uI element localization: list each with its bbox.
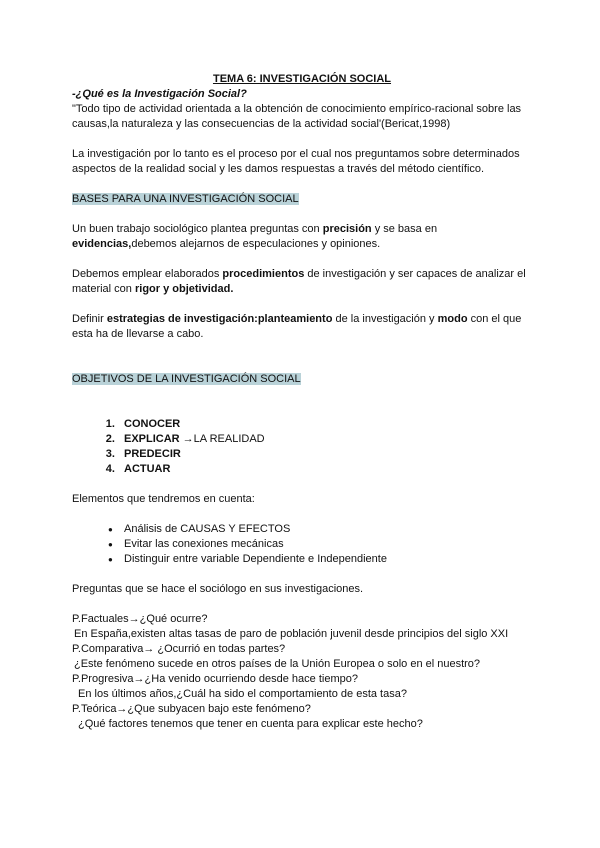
elements-list [72,522,532,567]
bases-heading-line [72,192,532,207]
objectives-heading: OBJETIVOS DE LA INVESTIGACIÓN SOCIAL [72,373,301,385]
bold-modo: modo [437,313,468,325]
answer-line: En los últimos años,¿Cuál ha sido el comportamiento de esta tasa? [78,688,407,700]
answer-line: ¿Qué factores tenemos que tener en cuenta para explicar este hecho? [78,718,423,730]
answer-line: En España,existen altas tasas de paro de población juvenil desde principios del siglo XXI [74,628,509,640]
question-line: P.Comparativa→ ¿Ocurrió en todas partes? [72,643,286,655]
list-item: 1. CONOCER [118,417,532,432]
question-line: P.Progresiva→¿Ha venido ocurriendo desde hace tiempo? [72,673,358,685]
question-heading: -¿Qué es la Investigación Social? [72,88,247,100]
list-item: ● Evitar las conexiones mecánicas [108,537,532,552]
bold-evidencias: evidencias, [72,238,132,250]
process-paragraph: La investigación por lo tanto es el proceso por el cual nos preguntamos sobre determinados aspectos de la realidad social y les damos respuestas a través del método científico. [72,148,520,175]
bases-paragraph-1: Un buen trabajo sociológico plantea preguntas con precisión y se basa en evidencias,debemos alejarnos de especulaciones y opiniones. [72,223,438,250]
bold-rigor: rigor y objetividad. [134,283,234,295]
bold-precision: precisión [322,223,372,235]
bases-paragraph-2: Debemos emplear elaborados procedimientos de investigación y ser capaces de analizar el material con rigor y objetividad. [72,268,526,295]
document-page [72,72,532,732]
objectives-heading-line [72,372,532,387]
question-line: P.Factuales→¿Qué ocurre? [72,613,208,625]
list-item: ● Distinguir entre variable Dependiente e Independiente [108,552,532,567]
list-item: ● Análisis de CAUSAS Y EFECTOS [108,522,532,537]
bases-heading: BASES PARA UNA INVESTIGACIÓN SOCIAL [72,193,299,205]
question-line: P.Teórica→¿Que subyacen bajo este fenómeno? [72,703,311,715]
objectives-list [72,417,532,477]
answer-line: ¿Este fenómeno sucede en otros países de la Unión Europea o solo en el nuestro? [74,658,481,670]
elements-intro: Elementos que tendremos en cuenta: [72,493,255,505]
bold-estrategias: estrategias de investigación:planteamiento [106,313,333,325]
bold-procedimientos: procedimientos [222,268,305,280]
definition-paragraph: "Todo tipo de actividad orientada a la obtención de conocimiento empírico-racional sobre las causas,la naturaleza y las consecuencias de la actividad social'(Bericat,1998) [72,103,522,130]
bases-paragraph-3: Definir estrategias de investigación:planteamiento de la investigación y modo con el que esta ha de llevarse a cabo. [72,313,522,340]
questions-intro: Preguntas que se hace el sociólogo en sus investigaciones. [72,583,364,595]
list-item: 4. ACTUAR [118,462,532,477]
list-item: 3. PREDECIR [118,447,532,462]
list-item: 2. EXPLICAR →LA REALIDAD [118,432,532,447]
page-title: TEMA 6: INVESTIGACIÓN SOCIAL [212,73,392,85]
